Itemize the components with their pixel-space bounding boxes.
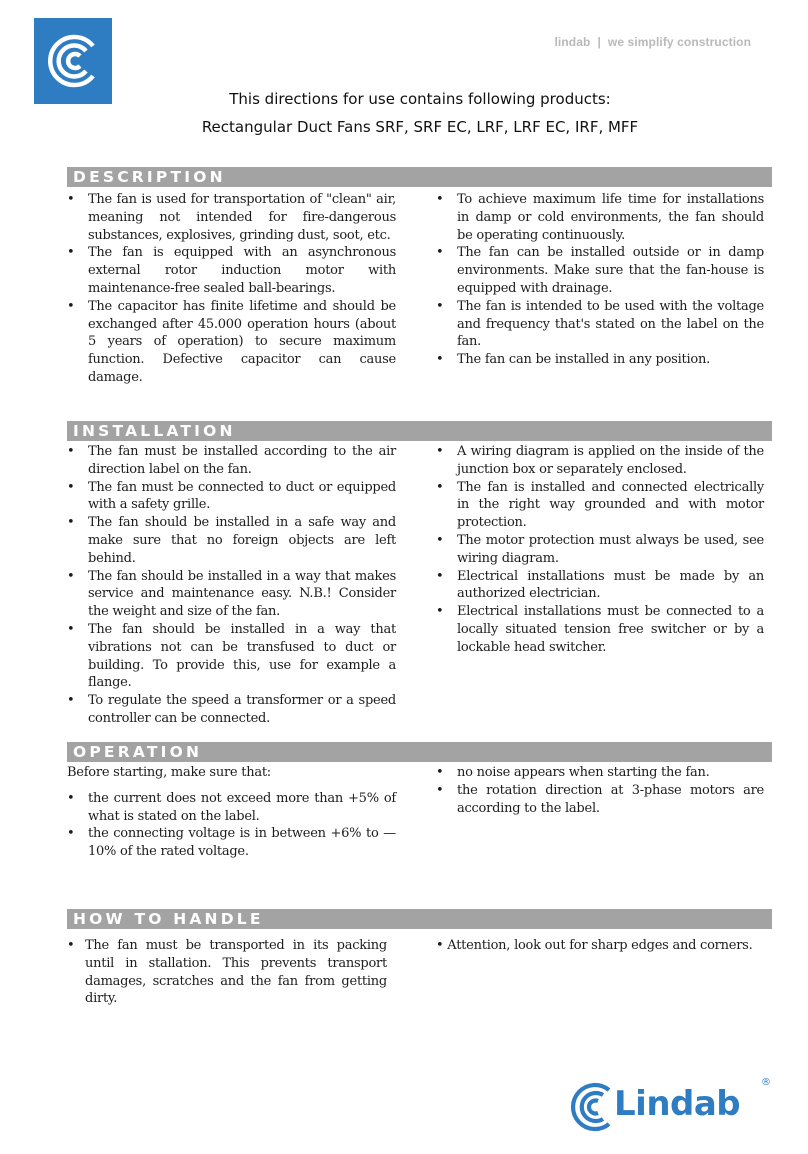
registered-mark: ®	[761, 1077, 771, 1088]
how-to-handle-right-column	[436, 937, 764, 955]
operation-intro: Before starting, make sure that:	[67, 765, 271, 780]
operation-left-column	[67, 764, 396, 861]
installation-left-column	[67, 443, 396, 728]
list-item: • no noise appears when starting the fan.	[436, 764, 764, 782]
installation-right-list	[436, 443, 764, 657]
page-title-line-1: This directions for use contains following products:	[229, 90, 611, 108]
list-item: • The motor protection must always be used, see wiring diagram.	[436, 532, 764, 568]
list-item: • The fan must be transported in its packing until in stallation. This prevents transport damages, scratches and the fan from getting dirty.	[67, 937, 387, 1008]
list-item: • The fan is equipped with an asynchronous external rotor induction motor with maintenance-free sealed ball-bearings.	[67, 244, 396, 297]
list-item: • The fan should be installed in a way that makes service and maintenance easy. N.B.! Consider the weight and size of the fan.	[67, 568, 396, 621]
list-item: • the rotation direction at 3-phase motors are according to the label.	[436, 782, 764, 818]
list-item: • the current does not exceed more than +5% of what is stated on the label.	[67, 790, 396, 826]
list-item: • The fan must be installed according to the air direction label on the fan.	[67, 443, 396, 479]
list-item: • The fan must be connected to duct or equipped with a safety grille.	[67, 479, 396, 515]
installation-right-column	[436, 443, 764, 657]
lindab-rings-icon	[568, 1076, 616, 1138]
how-to-handle-note: • Attention, look out for sharp edges and corners.	[436, 938, 753, 953]
brand-name: lindab	[554, 35, 591, 49]
operation-section-header	[67, 742, 772, 762]
operation-left-list	[67, 790, 396, 861]
tagline-text: we simplify construction	[607, 35, 751, 49]
list-item: • A wiring diagram is applied on the inside of the junction box or separately enclosed.	[436, 443, 764, 479]
list-item: • To regulate the speed a transformer or a speed controller can be connected.	[67, 692, 396, 728]
list-item: • The fan should be installed in a safe way and make sure that no foreign objects are left behind.	[67, 514, 396, 567]
list-item: • the connecting voltage is in between +6% to —10% of the rated voltage.	[67, 825, 396, 861]
description-left-list	[67, 191, 396, 387]
how-to-handle-heading: HOW TO HANDLE	[73, 910, 264, 928]
installation-heading: INSTALLATION	[73, 422, 236, 440]
installation-section-header	[67, 421, 772, 441]
list-item: • Electrical installations must be made by an authorized electrician.	[436, 568, 764, 604]
list-item: • To achieve maximum life time for installations in damp or cold environments, the fan should be operating continuously.	[436, 191, 764, 244]
how-to-handle-left-list	[67, 937, 387, 1008]
description-section-header	[67, 167, 772, 187]
list-item: • The fan can be installed outside or in damp environments. Make sure that the fan-house is equipped with drainage.	[436, 244, 764, 297]
list-item: • The capacitor has finite lifetime and should be exchanged after 45.000 operation hours (about 5 years of operation) to secure maximum function. Defective capacitor can cause damage.	[67, 298, 396, 387]
list-item: • Electrical installations must be connected to a locally situated tension free switcher or by a lockable head switcher.	[436, 603, 764, 656]
description-heading: DESCRIPTION	[73, 168, 226, 186]
operation-right-column	[436, 764, 764, 817]
list-item: • The fan is used for transportation of "clean" air, meaning not intended for fire-dangerous substances, explosives, grinding dust, soot, etc.	[67, 191, 396, 244]
page-title-line-2: Rectangular Duct Fans SRF, SRF EC, LRF, LRF EC, IRF, MFF	[201, 118, 639, 136]
description-right-list	[436, 191, 764, 369]
footer-logo-text: Lindab	[614, 1084, 741, 1124]
header-tagline	[555, 35, 752, 49]
tagline-separator: |	[597, 35, 601, 49]
how-to-handle-section-header	[67, 909, 772, 929]
list-item: • The fan is installed and connected electrically in the right way grounded and with motor protection.	[436, 479, 764, 532]
how-to-handle-left-column	[67, 937, 387, 1008]
list-item: • The fan is intended to be used with the voltage and frequency that's stated on the label on the fan.	[436, 298, 764, 351]
lindab-rings-icon	[44, 32, 102, 90]
list-item: • The fan should be installed in a way that vibrations not can be transfused to duct or building. To provide this, use for example a flange.	[67, 621, 396, 692]
description-right-column	[436, 191, 764, 369]
list-item: • The fan can be installed in any position.	[436, 351, 764, 369]
description-left-column	[67, 191, 396, 387]
operation-right-list	[436, 764, 764, 817]
operation-heading: OPERATION	[73, 743, 203, 761]
installation-left-list	[67, 443, 396, 728]
